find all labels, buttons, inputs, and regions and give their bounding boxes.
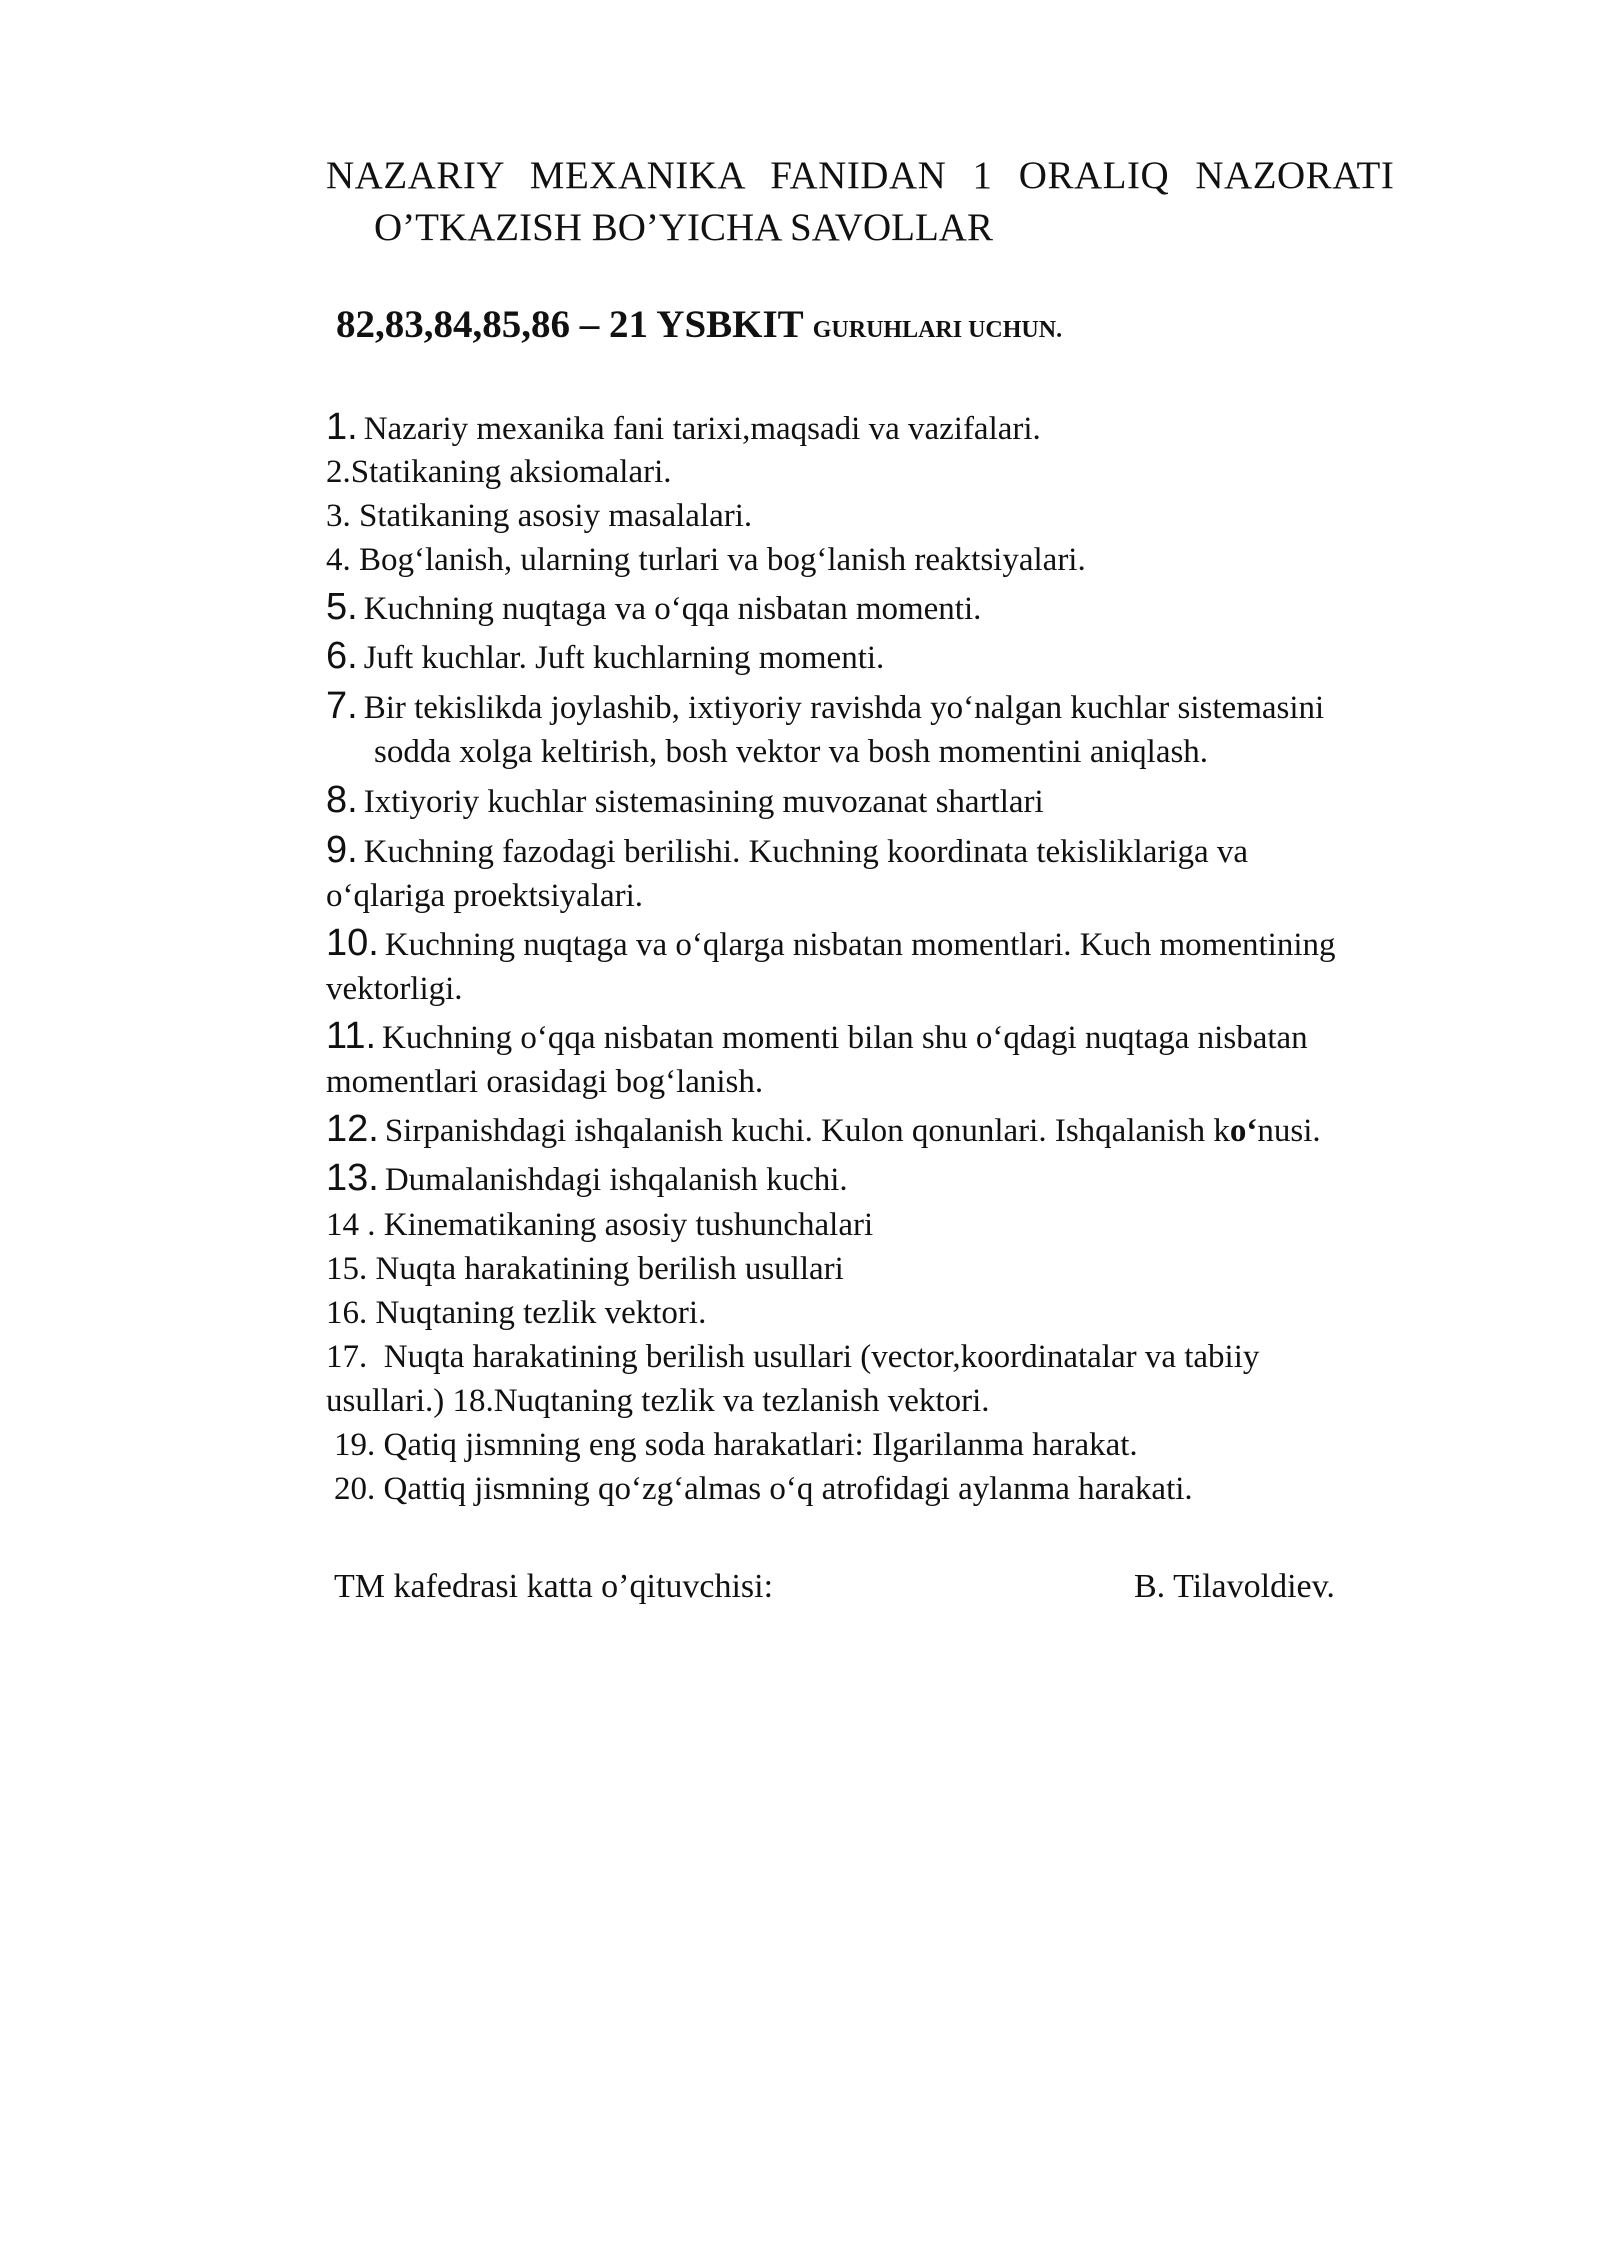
question-text: Kuchning nuqtaga va o‘qlarga nisbatan momentlari. Kuch momentining [384,927,1336,963]
question-text: Bog‘lanish, ularning turlari va bog‘lanish reaktsiyalari. [359,542,1086,578]
question-text: Kuchning nuqtaga va o‘qqa nisbatan momenti. [363,591,982,627]
question-1 [326,405,1506,451]
question-number: 15. [326,1251,368,1287]
question-text: Nuqta harakatining berilish usullari (vector,koordinatalar va tabiiy [383,1339,1260,1375]
question-number: 16. [326,1295,368,1331]
title-line-2: O’TKAZISH BO’YICHA SAVOLLAR [374,206,993,249]
question-text: Ixtiyoriy kuchlar sistemasining muvozanat shartlari [363,784,1044,820]
question-15 [326,1247,1506,1291]
question-number: 11. [326,1015,377,1057]
question-text: Statikaning asosiy masalalari. [359,498,753,534]
question-number: 19. [334,1427,376,1463]
groups-small: GURUHLARI UCHUN. [812,317,1063,343]
question-14 [326,1203,1506,1247]
question-number: 12. [326,1108,379,1150]
question-13 [326,1156,1506,1202]
question-text: Qattiq jismning qo‘zg‘almas o‘q atrofidagi aylanma harakati. [383,1471,1193,1507]
signature-position: TM kafedrasi katta o’qituvchisi: [334,1568,774,1605]
question-continuation: o‘qlariga proektsiyalari. [326,878,644,914]
question-text: Nazariy mexanika fani tarixi,maqsadi va vazifalari. [363,411,1041,447]
groups-heading [336,302,1062,347]
signature-name: B. Tilavoldiev. [1134,1568,1335,1605]
question-text: Kinematikaning asosiy tushunchalari [383,1207,874,1243]
question-number: 13. [326,1157,379,1199]
question-number: 3. [326,498,351,534]
question-number: 2. [326,454,351,490]
question-text: Kuchning o‘qqa nisbatan momenti bilan shu o‘qdagi nuqtaga nisbatan [382,1020,1308,1056]
question-text-bold: o‘ [1229,1113,1258,1149]
question-9 [326,828,1506,918]
question-2 [326,450,1506,494]
question-6 [326,634,1506,680]
question-number: 4. [326,542,351,578]
question-20 [334,1467,1514,1511]
question-number: 5. [326,586,358,628]
question-text: Statikaning aksiomalari. [350,454,672,490]
question-5 [326,585,1506,631]
question-text-part-b: nusi. [1257,1113,1321,1149]
question-19 [334,1423,1514,1467]
question-continuation: sodda xolga keltirish, bosh vektor va bosh momentini aniqlash. [374,734,1209,770]
question-number: 17. [326,1339,368,1375]
question-12 [326,1107,1506,1153]
question-text: Nuqtaning tezlik vektori. [375,1295,707,1331]
question-number: 8. [326,779,358,821]
question-number: 10. [326,922,379,964]
question-10 [326,921,1506,1011]
document-title [326,150,1496,254]
question-text: Dumalanishdagi ishqalanish kuchi. [384,1162,848,1198]
question-8 [326,778,1506,824]
question-number: 14 . [326,1207,376,1243]
question-text: Juft kuchlar. Juft kuchlarning momenti. [363,640,885,676]
question-number: 6. [326,635,358,677]
title-line-1: NAZARIY MEXANIKA FANIDAN 1 ORALIQ NAZORATI [326,154,1395,197]
question-number: 20. [334,1471,376,1507]
question-3 [326,494,1506,538]
question-number: 7. [326,685,358,727]
question-text: Qatiq jismning eng soda harakatlari: Ilgarilanma harakat. [383,1427,1138,1463]
question-11 [326,1014,1506,1104]
question-text: Kuchning fazodagi berilishi. Kuchning koordinata tekisliklariga va [363,834,1249,870]
question-text: Bir tekislikda joylashib, ixtiyoriy ravishda yo‘nalgan kuchlar sistemasini [363,690,1325,726]
question-continuation: momentlari orasidagi bog‘lanish. [326,1064,764,1100]
question-text-part-a: Sirpanishdagi ishqalanish kuchi. Kulon qonunlari. Ishqalanish k [384,1113,1230,1149]
question-continuation: usullari.) 18.Nuqtaning tezlik va tezlanish vektori. [326,1383,990,1419]
question-4 [326,538,1506,582]
groups-main: 82,83,84,85,86 – 21 YSBKIT [336,303,803,346]
question-number: 9. [326,829,358,871]
question-7 [326,684,1506,774]
question-16 [326,1291,1506,1335]
question-17 [326,1335,1506,1423]
question-number: 1. [326,406,358,448]
question-continuation: vektorligi. [326,971,463,1007]
question-text: Nuqta harakatining berilish usullari [375,1251,844,1287]
